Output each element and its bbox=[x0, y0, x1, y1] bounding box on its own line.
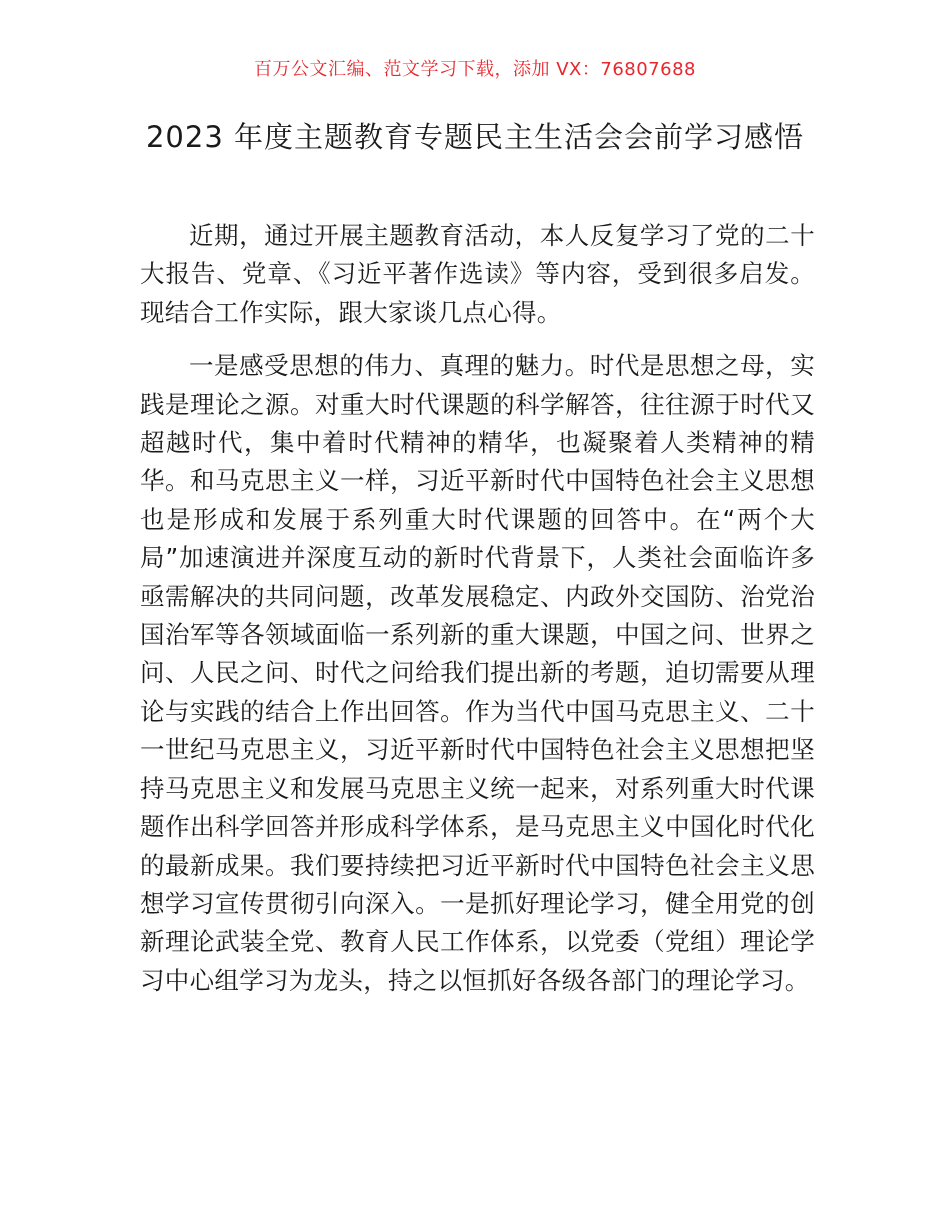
header-watermark-note: 百万公文汇编、范文学习下载，添加 VX：76807688 bbox=[254, 59, 696, 80]
body-paragraph: 一是感受思想的伟力、真理的魅力。时代是思想之母，实践是理论之源。对重大时代课题的科学解答，往往源于时代又超越时代，集中着时代精神的精华，也凝聚着人类精神的精华。和马克思主义一样，习近平新时代中国特色社会主义思想也是形成和发展于系列重大时代课题的回答中。在“两个大局”加速演进并深度互动的新时代背景下，人类社会面临许多亟需解决的共同问题，改革发展稳定、内政外交国防、治党治国治军等各领域面临一系列新的重大课题，中国之问、世界之问、人民之问、时代之问给我们提出新的考题，迫切需要从理论与实践的结合上作出回答。作为当代中国马克思主义、二十一世纪马克思主义，习近平新时代中国特色社会主义思想把坚持马克思主义和发展马克思主义统一起来，对系列重大时代课题作出科学回答并形成科学体系，是马克思主义中国化时代化的最新成果。我们要持续把习近平新时代中国特色社会主义思想学习宣传贯彻引向深入。一是抓好理论学习，健全用党的创新理论武装全党、教育人民工作体系，以党委（党组）理论学习中心组学习为龙头，持之以恒抓好各级各部门的理论学习。 bbox=[140, 351, 815, 995]
document-body bbox=[140, 217, 815, 1015]
intro-paragraph: 近期，通过开展主题教育活动，本人反复学习了党的二十大报告、党章、《习近平著作选读》等内容，受到很多启发。现结合工作实际，跟大家谈几点心得。 bbox=[140, 221, 815, 327]
document-title: 2023 年度主题教育专题民主生活会会前学习感悟 bbox=[145, 120, 805, 154]
